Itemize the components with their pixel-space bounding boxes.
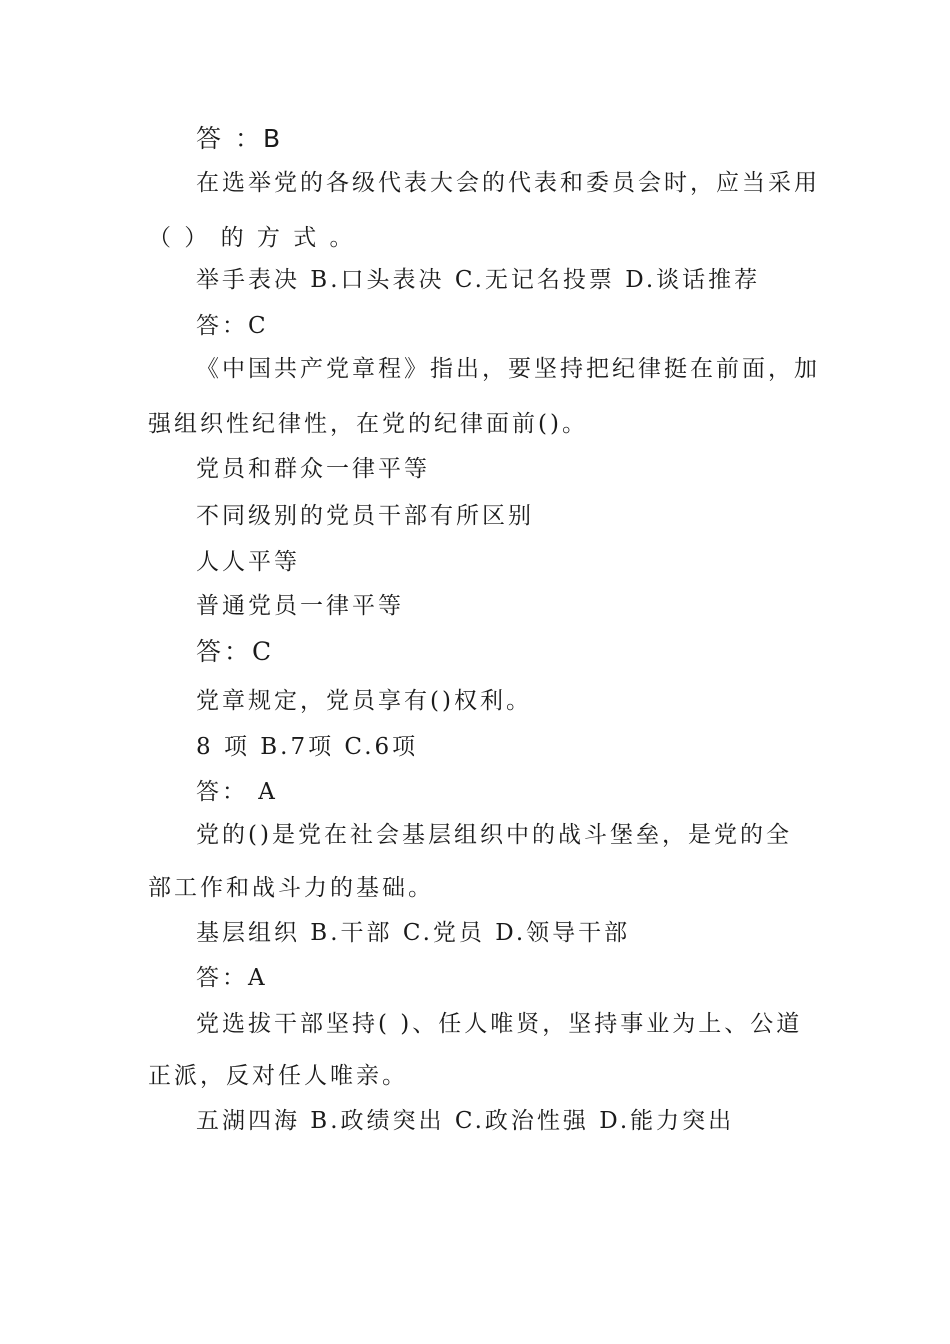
question-line-continued: （ ） 的 方 式 。 <box>148 225 356 251</box>
question-line-continued: 强组织性纪律性，在党的纪律面前()。 <box>148 411 588 437</box>
answer-line: 答：C <box>196 637 275 666</box>
options-line: 五湖四海 B.政绩突出 C.政治性强 D.能力突出 <box>196 1108 735 1134</box>
answer-line: 答：C <box>196 313 269 339</box>
answer-line: 答 ：B <box>196 124 284 153</box>
answer-line: 答： A <box>196 779 278 805</box>
options-line: 基层组织 B.干部 C.党员 D.领导干部 <box>196 920 631 946</box>
question-line: 《中国共产党章程》指出，要坚持把纪律挺在前面，加 <box>196 356 820 382</box>
question-line: 党选拔干部坚持( )、任人唯贤，坚持事业为上、公道 <box>196 1011 803 1037</box>
option-line: 普通党员一律平等 <box>196 593 404 619</box>
options-line: 举手表决 B.口头表决 C.无记名投票 D.谈话推荐 <box>196 267 761 293</box>
option-line: 不同级别的党员干部有所区别 <box>196 503 534 529</box>
question-line-continued: 部工作和战斗力的基础。 <box>148 875 434 901</box>
question-line-continued: 正派，反对任人唯亲。 <box>148 1063 408 1089</box>
question-line: 党章规定，党员享有()权利。 <box>196 688 532 714</box>
question-line: 党的()是党在社会基层组织中的战斗堡垒，是党的全 <box>196 822 792 848</box>
answer-line: 答：A <box>196 965 268 991</box>
option-line: 党员和群众一律平等 <box>196 456 430 482</box>
question-line: 在选举党的各级代表大会的代表和委员会时，应当采用 <box>196 170 820 196</box>
option-line: 人人平等 <box>196 549 300 575</box>
options-line: 8 项 B.7项 C.6项 <box>196 734 419 760</box>
